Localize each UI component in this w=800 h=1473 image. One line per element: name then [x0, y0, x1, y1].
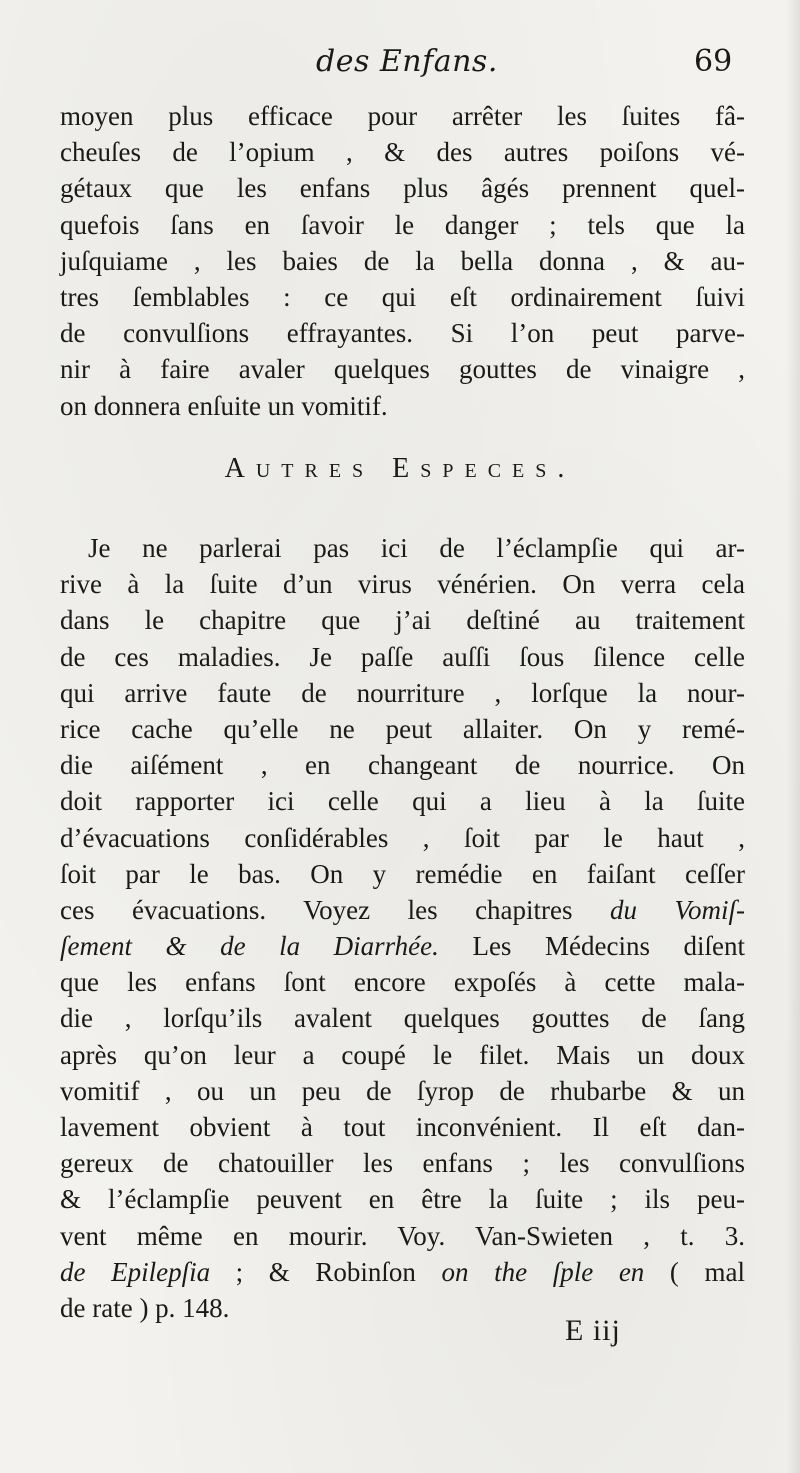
text-line: rice cache qu’elle ne peut allaiter. On y remé- — [60, 713, 745, 744]
text-line: gétaux que les enfans plus âgés prennent quel- — [60, 173, 745, 204]
text-line: tres ſemblables : ce qui eſt ordinairement ſuivi — [60, 281, 745, 312]
signature-mark: E iij — [565, 1314, 621, 1347]
text-line: d’évacuations conſidérables , ſoit par le haut , — [60, 822, 745, 853]
text-line: nir à faire avaler quelques gouttes de vinaigre , — [60, 354, 745, 385]
text-line: lavement obvient à tout inconvénient. Il eſt dan- — [60, 1112, 745, 1142]
text-line: vomitif , ou un peu de ſyrop de rhubarbe & un — [60, 1075, 745, 1106]
running-head: des Enfans. — [316, 44, 498, 79]
text-line: après qu’on leur a coupé le filet. Mais un doux — [60, 1039, 745, 1070]
text-line: dans le chapitre que j’ai deſtiné au traitement — [60, 605, 745, 636]
text-line: die , lorſqu’ils avalent quelques gouttes de ſang — [60, 1003, 745, 1034]
text-roman: Les Médecins diſent — [438, 931, 745, 962]
text-italic: du Vomiſ- — [610, 894, 746, 925]
text-line: qui arrive faute de nourriture , lorſque la nour- — [60, 677, 745, 708]
text-line: on donnera enſuite un vomitif. — [60, 390, 388, 421]
text-italic: on the ſple en — [441, 1256, 645, 1287]
text-line: quefois ſans en ſavoir le danger ; tels que la — [60, 209, 745, 240]
text-line: die aiſément , en changeant de nourrice. On — [60, 750, 745, 781]
text-italic: de Epilepſia — [60, 1256, 211, 1287]
text-line-with-italic — [60, 1254, 745, 1290]
text-line: de ces maladies. Je paſſe auſſi ſous ſilence celle — [60, 641, 745, 672]
text-line: moyen plus efficace pour arrêter les ſuites fâ- — [60, 101, 745, 131]
paragraph-autres-especes — [60, 530, 745, 1326]
text-line: ſoit par le bas. On y remédie en faiſant ceſſer — [60, 858, 745, 889]
text-line: & l’éclampſie peuvent en être la ſuite ; ils peu- — [60, 1184, 745, 1215]
text-line: juſquiame , les baies de la bella donna , & au- — [60, 245, 745, 276]
text-line: rive à la ſuite d’un virus vénérien. On verra cela — [60, 569, 745, 600]
text-line: doit rapporter ici celle qui a lieu à la ſuite — [60, 786, 745, 817]
text-line-with-italic — [60, 928, 745, 964]
text-roman: ( mal — [644, 1256, 746, 1287]
text-line: vent même en mourir. Voy. Van-Swieten , t. 3. — [60, 1220, 745, 1251]
text-roman: ces évacuations. Voyez les chapitres — [60, 894, 573, 925]
text-roman: ; & Robinſon — [210, 1256, 442, 1287]
text-line: cheuſes de l’opium , & des autres poiſons vé- — [60, 137, 745, 168]
text-line: que les enfans ſont encore expoſés à cette mala- — [60, 967, 745, 998]
page-edge-shadow — [786, 0, 800, 1473]
text-line: Je ne parlerai pas ici de l’éclampſie qui ar- — [88, 533, 745, 563]
text-line: gereux de chatouiller les enfans ; les convulſions — [60, 1148, 745, 1179]
text-line-with-italic — [60, 892, 745, 928]
text-line: de convulſions effrayantes. Si l’on peut parve- — [60, 318, 745, 349]
text-italic: ſement & de la Diarrhée. — [60, 931, 439, 962]
page-number: 69 — [694, 44, 733, 79]
page-header — [0, 44, 800, 92]
paragraph-opium — [60, 98, 745, 424]
section-heading: Autres Especes. — [224, 453, 576, 484]
text-line: de rate ) p. 148. — [60, 1292, 230, 1323]
